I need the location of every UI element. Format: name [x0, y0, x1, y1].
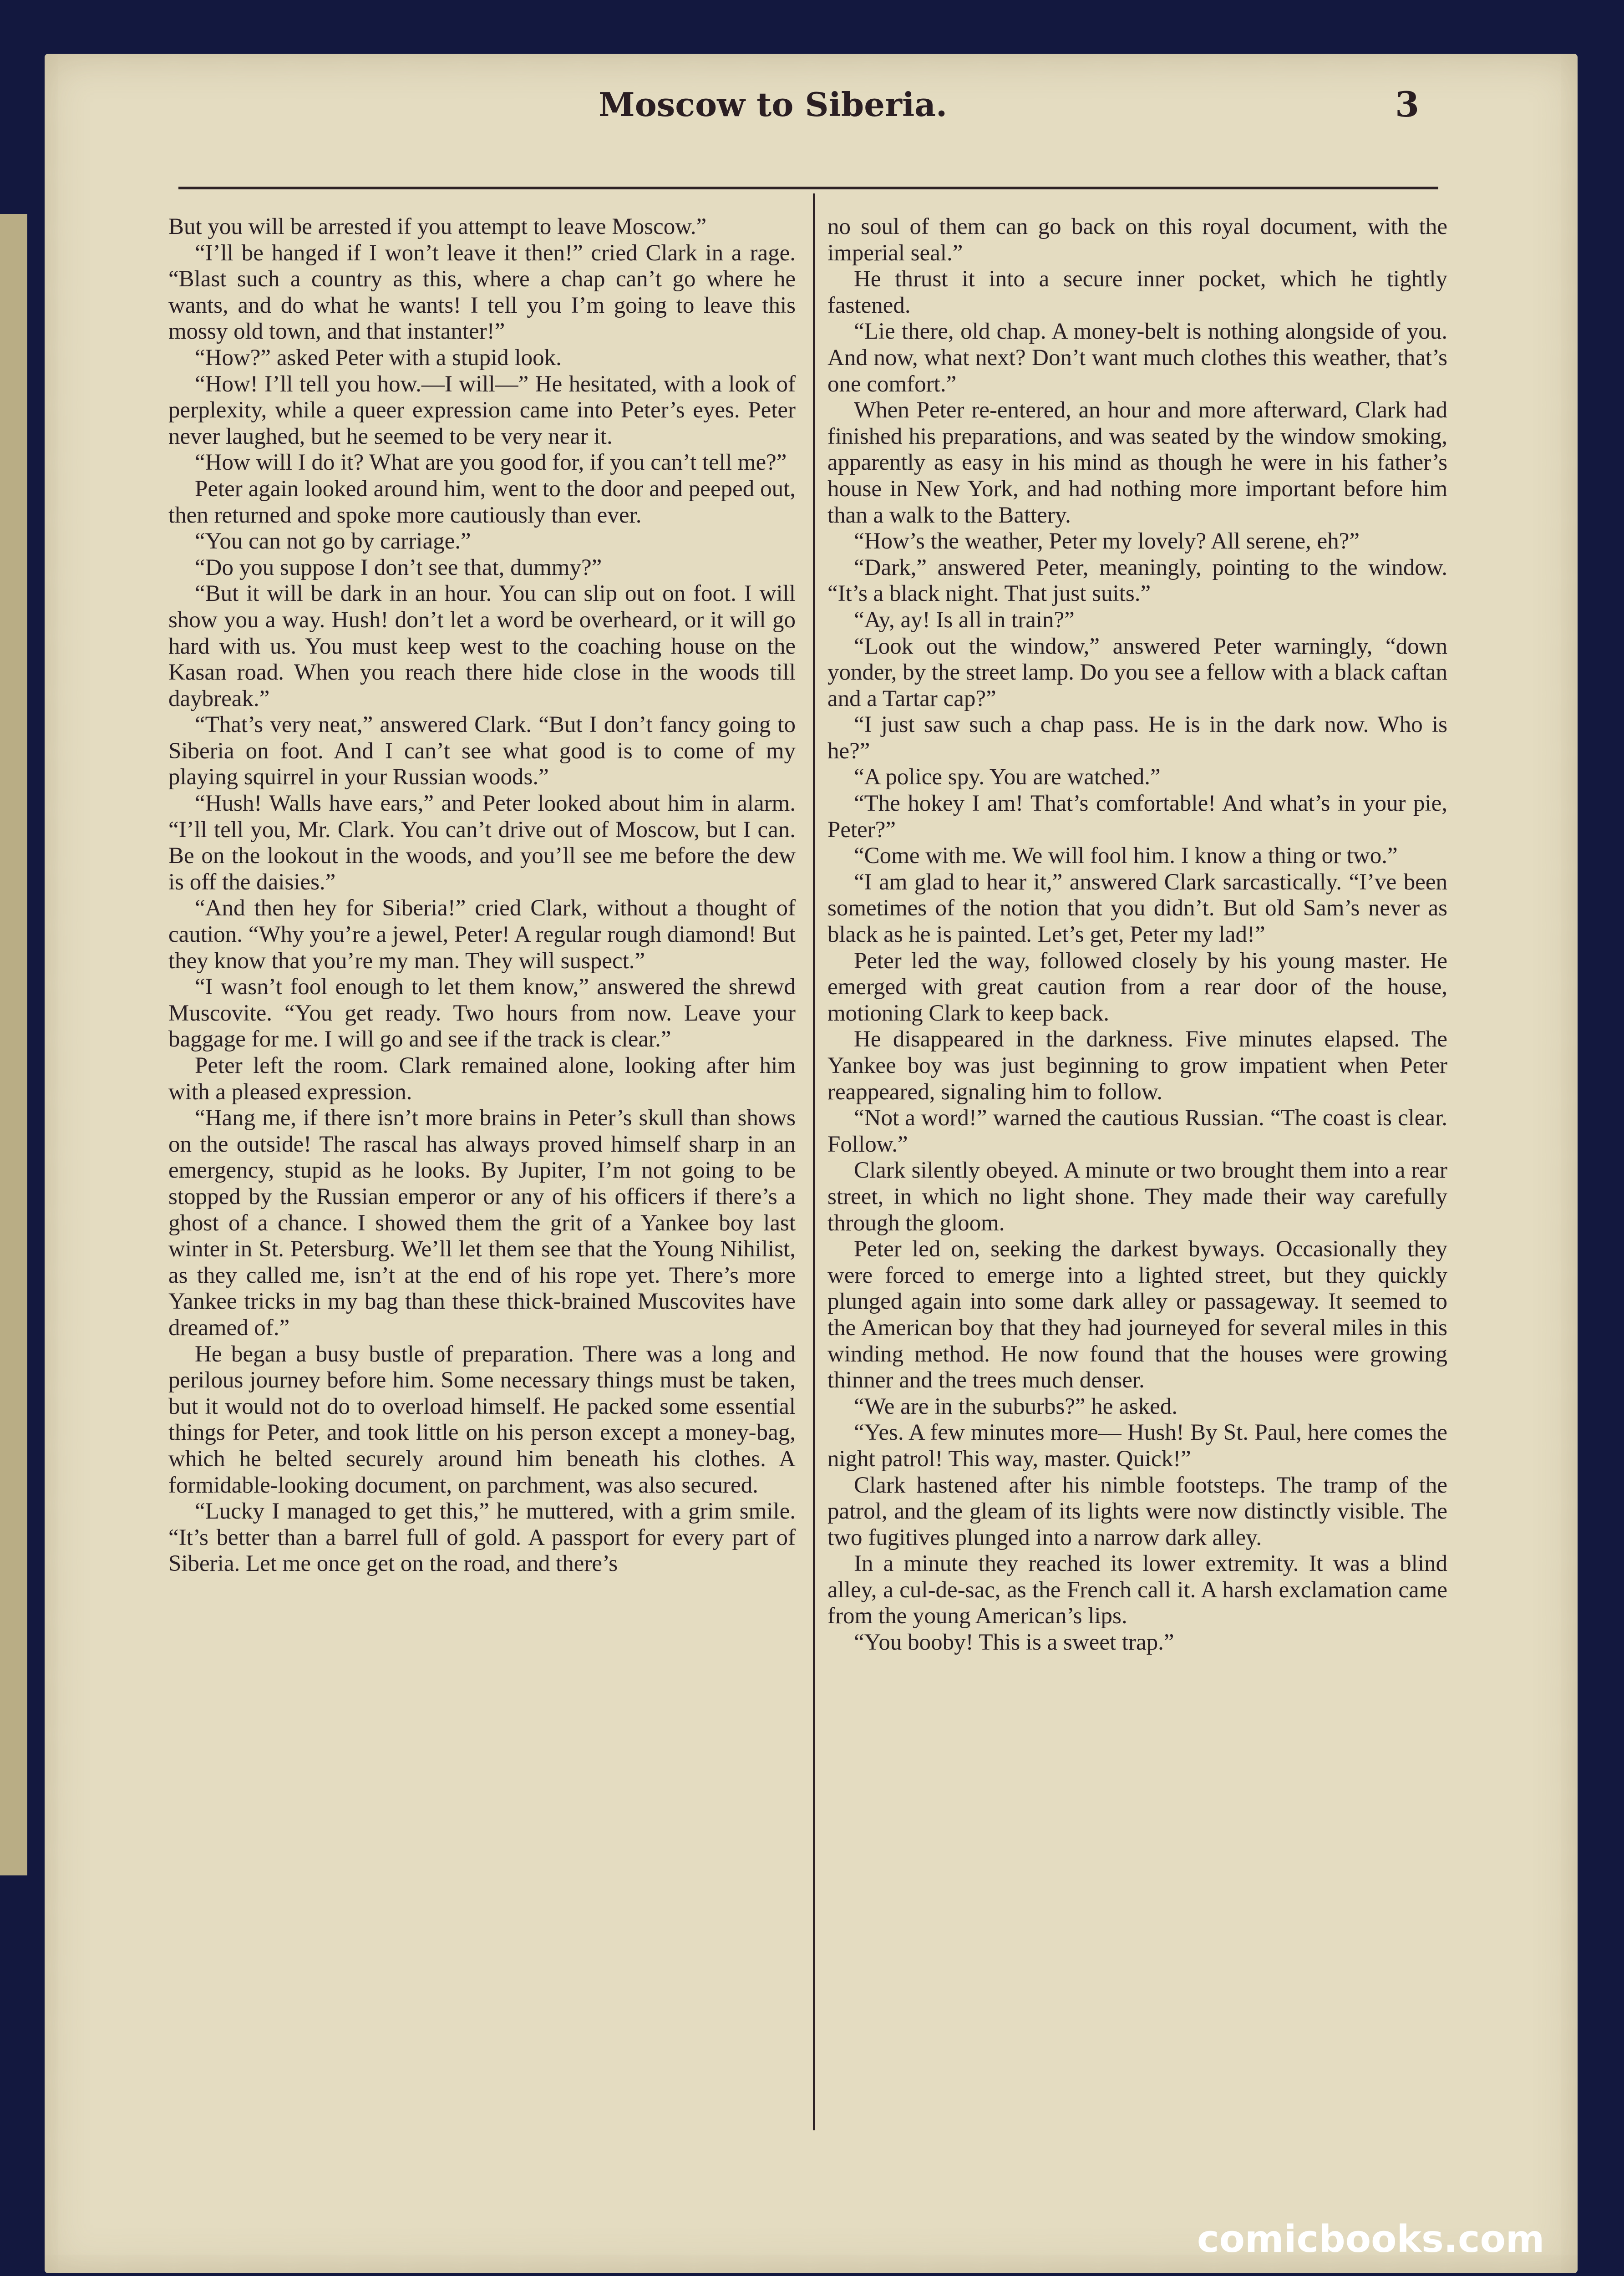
- paragraph: “Dark,” answered Peter, meaningly, pointing to the window. “It’s a black night. That just suits.”: [827, 554, 1447, 607]
- paragraph: “Hang me, if there isn’t more brains in Peter’s skull than shows on the outside! The rascal has always proved himself sharp in an emergency, stupid as he looks. By Jupiter, I’m not going to be stopped by the Russian emperor or any of his officers if there’s a ghost of a chance. I showed them the grit of a Yankee boy last winter in St. Petersburg. We’ll let them see that the Young Nihilist, as they called me, isn’t at the end of his rope yet. There’s more Yankee tricks in my bag than these thick-brained Muscovites have dreamed of.”: [168, 1105, 796, 1341]
- paragraph: “How?” asked Peter with a stupid look.: [195, 345, 562, 371]
- paragraph: “I just saw such a chap pass. He is in the dark now. Who is he?”: [827, 712, 1447, 764]
- paragraph: “You can not go by carriage.”: [195, 528, 471, 554]
- paragraph: Peter left the room. Clark remained alone, looking after him with a pleased expression.: [168, 1053, 796, 1105]
- paragraph: “Not a word!” warned the cautious Russian. “The coast is clear. Follow.”: [827, 1105, 1447, 1157]
- paragraph: “How will I do it? What are you good for, if you can’t tell me?”: [195, 450, 787, 476]
- paragraph: “I am glad to hear it,” answered Clark sarcastically. “I’ve been sometimes of the notion that you didn’t. But old Sam’s never as black as he is painted. Let’s get, Peter my lad!”: [827, 869, 1447, 948]
- paragraph: Clark silently obeyed. A minute or two brought them into a rear street, in which no light shone. They made their way carefully through the gloom.: [827, 1158, 1447, 1236]
- paragraph: “You booby! This is a sweet trap.”: [854, 1630, 1174, 1656]
- book-spine-strip: [0, 214, 27, 1875]
- paragraph: Clark hastened after his nimble footsteps. The tramp of the patrol, and the gleam of its lights were now distinctly visible. The two fugitives plunged into a narrow dark alley.: [827, 1472, 1447, 1550]
- paragraph: But you will be arrested if you attempt to leave Moscow.”: [168, 214, 707, 239]
- paragraph: “A police spy. You are watched.”: [854, 764, 1161, 790]
- paragraph: “Lucky I managed to get this,” he muttered, with a grim smile. “It’s better than a barrel full of gold. A passport for every part of Siberia. Let me once get on the road, and there’s: [168, 1499, 796, 1577]
- paragraph: “Hush! Walls have ears,” and Peter looked about him in alarm. “I’ll tell you, Mr. Clark. You can’t drive out of Moscow, but I can. Be on the lookout in the woods, and you’ll see me before the dew is off the daisies.”: [168, 791, 796, 895]
- paragraph: “Look out the window,” answered Peter warningly, “down yonder, by the street lamp. Do you see a fellow with a black caftan and a Tartar cap?”: [827, 633, 1447, 711]
- paragraph: “The hokey I am! That’s comfortable! And what’s in your pie, Peter?”: [827, 791, 1447, 843]
- paragraph: He disappeared in the darkness. Five minutes elapsed. The Yankee boy was just beginning to grow impatient when Peter reappeared, signaling him to follow.: [827, 1026, 1447, 1105]
- text-column-right: [827, 214, 1447, 2103]
- paragraph: When Peter re-entered, an hour and more afterward, Clark had finished his preparations, and was seated by the window smoking, apparently as easy in his mind as though he were in his father’s house in New York, and had nothing more important before him than a walk to the Battery.: [827, 397, 1447, 528]
- paragraph: “We are in the suburbs?” he asked.: [854, 1393, 1178, 1419]
- paragraph: “And then hey for Siberia!” cried Clark, without a thought of caution. “Why you’re a jewel, Peter! A regular rough diamond! But they know that you’re my man. They will suspect.”: [168, 895, 796, 974]
- paragraph: “Come with me. We will fool him. I know a thing or two.”: [854, 843, 1398, 869]
- paragraph: “But it will be dark in an hour. You can slip out on foot. I will show you a way. Hush! don’t let a word be overheard, or it will go hard with us. You must keep west to the coaching house on the Kasan road. When you reach there hide close in the woods till daybreak.”: [168, 581, 796, 711]
- paragraph: “How’s the weather, Peter my lovely? All serene, eh?”: [854, 528, 1360, 554]
- paragraph: In a minute they reached its lower extremity. It was a blind alley, a cul-de-sac, as the French call it. A harsh exclamation came from the young American’s lips.: [827, 1551, 1447, 1629]
- running-header-title: Moscow to Siberia.: [599, 85, 948, 124]
- paragraph: “Do you suppose I don’t see that, dummy?”: [195, 554, 602, 580]
- paragraph: no soul of them can go back on this royal document, with the imperial seal.”: [827, 214, 1447, 266]
- paragraph: Peter again looked around him, went to the door and peeped out, then returned and spoke more cautiously than ever.: [168, 476, 796, 528]
- paragraph: “I wasn’t fool enough to let them know,” answered the shrewd Muscovite. “You get ready. Two hours from now. Leave your baggage for me. I will go and see if the track is clear.”: [168, 974, 796, 1052]
- paragraph: “I’ll be hanged if I won’t leave it then!” cried Clark in a rage. “Blast such a country as this, where a chap can’t go where he wants, and do what he wants! I tell you I’m going to leave this mossy old town, and that instanter!”: [168, 240, 796, 345]
- paragraph: “Yes. A few minutes more— Hush! By St. Paul, here comes the night patrol! This way, master. Quick!”: [827, 1420, 1447, 1472]
- paragraph: “Lie there, old chap. A money-belt is nothing alongside of you. And now, what next? Don’t want much clothes this weather, that’s one comfort.”: [827, 319, 1447, 397]
- paragraph: Peter led the way, followed closely by his young master. He emerged with great caution from a rear door of the house, motioning Clark to keep back.: [827, 948, 1447, 1026]
- paragraph: He began a busy bustle of preparation. There was a long and perilous journey before him. Some necessary things must be taken, but it would not do to overload himself. He packed some essential things for Peter, and took little on his person except a money-bag, which he belted securely around him beneath his clothes. A formidable-looking document, on parchment, was also secured.: [168, 1341, 796, 1498]
- paragraph: “How! I’ll tell you how.—I will—” He hesitated, with a look of perplexity, while a queer expression came into Peter’s eyes. Peter never laughed, but he seemed to be very near it.: [168, 371, 796, 449]
- paragraph: “That’s very neat,” answered Clark. “But I don’t fancy going to Siberia on foot. And I can’t see what good is to come of my playing squirrel in your Russian woods.”: [168, 712, 796, 790]
- column-divider: [813, 193, 815, 2130]
- header-rule: [178, 187, 1438, 189]
- site-watermark: comicbooks.com: [1197, 2218, 1545, 2261]
- page-number: 3: [1395, 84, 1419, 125]
- paragraph: He thrust it into a secure inner pocket, which he tightly fastened.: [827, 266, 1447, 318]
- text-column-left: [168, 214, 796, 2103]
- paragraph: “Ay, ay! Is all in train?”: [854, 607, 1075, 633]
- paragraph: Peter led on, seeking the darkest byways. Occasionally they were forced to emerge into a lighted street, but they quickly plunged again into some dark alley or passageway. It seemed to the American boy that they had journeyed for several miles in this winding method. He now found that the houses were growing thinner and the trees much denser.: [827, 1236, 1447, 1393]
